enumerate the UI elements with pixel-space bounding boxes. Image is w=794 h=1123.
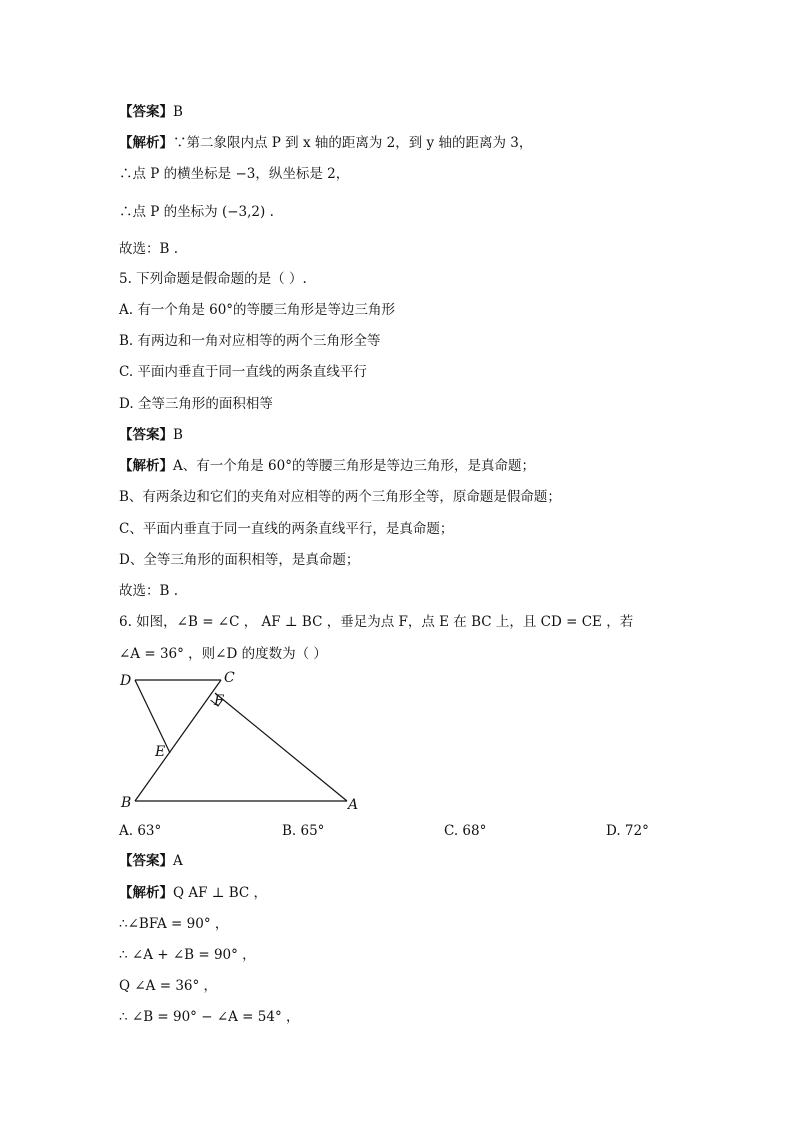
segment-af (215, 693, 347, 801)
q5-analysis-text-1: A、有一个角是 60°的等腰三角形是等边三角形，是真命题； (173, 458, 535, 474)
label-c: C (224, 670, 235, 686)
q6-stem-line-2: ∠A = 36° ，则∠D 的度数为（ ） (119, 646, 327, 662)
q4-analysis-line-2: ∴点 P 的横坐标是 −3，纵坐标是 2， (119, 166, 350, 182)
q6-stem-line-1: 6. 如图，∠B = ∠C ， AF ⊥ BC ，垂足为点 F，点 E 在 BC 上，且 CD = CE ，若 (119, 614, 634, 630)
q5-analysis-line-2: B、有两条边和它们的夹角对应相等的两个三角形全等，原命题是假命题； (119, 489, 561, 505)
q4-analysis-line-1 (119, 134, 532, 152)
q6-answer-line (119, 852, 183, 870)
q4-analysis-line-4: 故选：B . (119, 241, 179, 257)
triangle-figure (115, 668, 365, 816)
analysis-label: 【解析】 (119, 135, 173, 151)
segment-de (135, 680, 170, 753)
q5-option-b: B. 有两边和一角对应相等的两个三角形全等 (119, 333, 381, 349)
q5-option-a: A. 有一个角是 60°的等腰三角形是等边三角形 (119, 302, 396, 318)
q6-analysis-line-5: ∴ ∠B = 90° − ∠A = 54° ， (119, 1009, 300, 1025)
q4-answer-line (119, 103, 183, 121)
q6-choice-d: D. 72° (606, 823, 649, 839)
label-f: F (214, 693, 224, 709)
q5-option-c: C. 平面内垂直于同一直线的两条直线平行 (119, 364, 367, 380)
q4-answer-value: B (173, 104, 183, 120)
q6-analysis-text-1: Q AF ⊥ BC ， (173, 885, 268, 901)
label-b: B (121, 795, 132, 811)
analysis-label: 【解析】 (119, 458, 173, 474)
label-a: A (348, 797, 359, 813)
q5-analysis-line-4: D、全等三角形的面积相等，是真命题； (119, 552, 360, 568)
label-d: D (120, 673, 132, 689)
q6-choice-c: C. 68° (444, 823, 487, 839)
q6-analysis-line-4: Q ∠A = 36° ， (119, 978, 218, 994)
q5-option-d: D. 全等三角形的面积相等 (119, 396, 273, 412)
q5-answer-line (119, 426, 183, 444)
segment-cb (135, 680, 221, 801)
q6-analysis-line-3: ∴ ∠A + ∠B = 90° ， (119, 947, 256, 963)
q6-choice-a: A. 63° (119, 823, 162, 839)
q6-answer-value: A (173, 853, 183, 869)
q6-choice-b: B. 65° (282, 823, 325, 839)
q4-analysis-text-1: ∵第二象限内点 P 到 x 轴的距离为 2，到 y 轴的距离为 3， (173, 135, 533, 151)
q6-analysis-line-1 (119, 884, 267, 902)
q5-analysis-line-1 (119, 457, 535, 475)
answer-label: 【答案】 (119, 427, 173, 443)
label-e: E (155, 744, 166, 760)
q6-analysis-line-2: ∴∠BFA = 90° ， (119, 916, 229, 932)
q5-analysis-line-5: 故选：B . (119, 583, 179, 599)
answer-label: 【答案】 (119, 853, 173, 869)
answer-label: 【答案】 (119, 104, 173, 120)
analysis-label: 【解析】 (119, 885, 173, 901)
q5-stem: 5. 下列命题是假命题的是（ ）. (119, 271, 307, 287)
q4-analysis-line-3: ∴点 P 的坐标为 (−3,2) . (119, 204, 274, 220)
q5-answer-value: B (173, 427, 183, 443)
q5-analysis-line-3: C、平面内垂直于同一直线的两条直线平行，是真命题； (119, 521, 454, 537)
